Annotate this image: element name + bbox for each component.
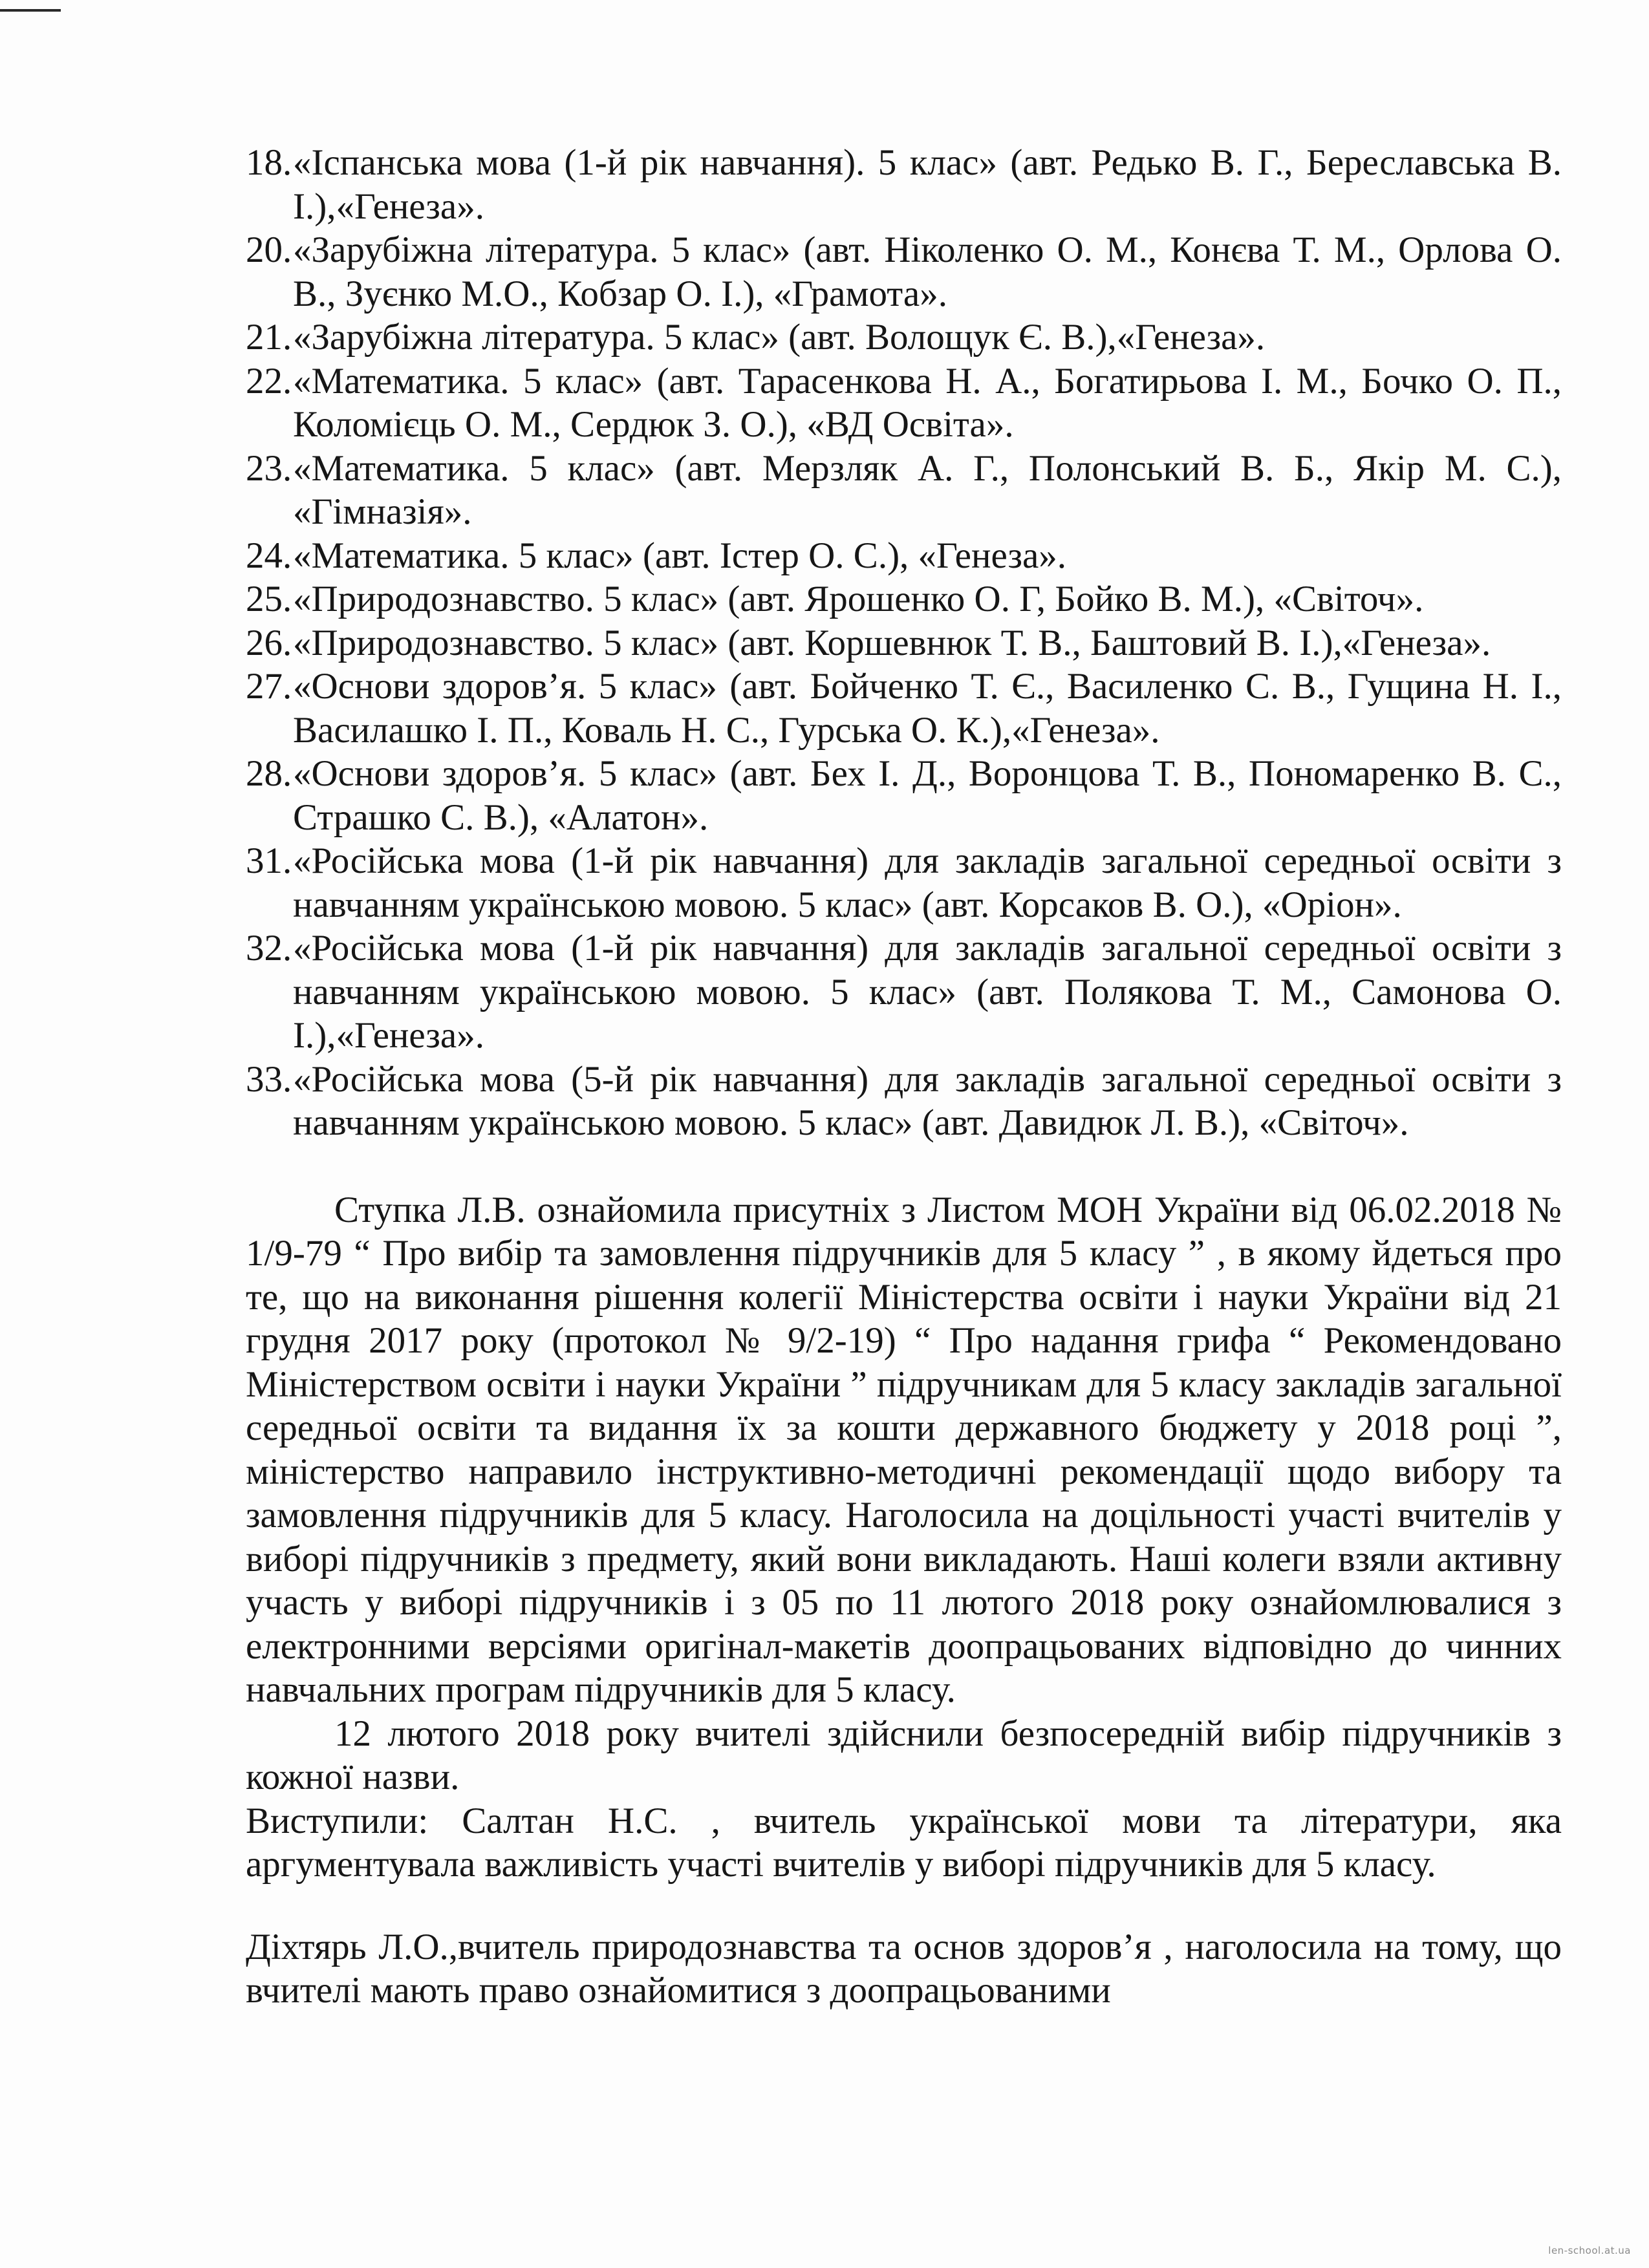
- list-item: [246, 447, 1562, 534]
- list-item: [246, 665, 1562, 752]
- paragraph-dikhtiar-speech: Діхтярь Л.О.,вчитель природознавства та основ здоров’я , наголосила на тому, що вчителі мають право ознайомитися з доопрацьованими: [246, 1926, 1562, 2011]
- list-item: [246, 577, 1562, 621]
- list-item: [246, 228, 1562, 316]
- list-item-number: 27.: [246, 666, 292, 707]
- document-body: [246, 141, 1562, 2013]
- list-item-text: «Російська мова (5-й рік навчання) для закладів загальної середньої освіти з навчанням українською мовою. 5 клас» (авт. Давидюк Л. В.), «Світоч».: [293, 1058, 1562, 1143]
- paragraph-stupka-report: Ступка Л.В. ознайомила присутніх з Листом МОН України від 06.02.2018 № 1/9-79 “ Про вибір та замовлення підручників для 5 класу ” , в якому йдеться про те, що на виконання рішення колегії Міністерства освіти і науки України від 21 грудня 2017 року (протокол № 9/2-19) “ Про надання грифа “ Рекомендовано Міністерством освіти і науки України ” підручникам для 5 класу закладів загальної середньої освіти та видання їх за кошти державного бюджету у 2018 році ”, міністерство направило інструктивно-методичні рекомендації щодо вибору та замовлення підручників для 5 класу. Наголосила на доцільності участі вчителів у виборі підручників з предмету, який вони викладають. Наші колеги взяли активну участь у виборі підручників і з 05 по 11 лютого 2018 року ознайомлювалися з електронними версіями оригінал-макетів доопрацьованих відповідно до чинних навчальних програм підручників для 5 класу.: [246, 1189, 1562, 1710]
- list-item-number: 24.: [246, 535, 292, 576]
- list-item-text: «Математика. 5 клас» (авт. Мерзляк А. Г., Полонський В. Б., Якір М. С.), «Гімназія».: [293, 447, 1562, 532]
- list-item: [246, 316, 1562, 359]
- list-item-number: 25.: [246, 579, 292, 619]
- list-item: [246, 621, 1562, 665]
- list-item-number: 22.: [246, 360, 292, 401]
- list-item: [246, 926, 1562, 1058]
- list-item-number: 20.: [246, 230, 292, 270]
- list-item-number: 28.: [246, 753, 292, 794]
- list-item-text: «Математика. 5 клас» (авт. Істер О. С.), «Генеза».: [293, 535, 1067, 576]
- textbook-list: [246, 141, 1562, 1145]
- list-item: [246, 359, 1562, 447]
- list-item: [246, 141, 1562, 228]
- list-item-text: «Природознавство. 5 клас» (авт. Коршевнюк Т. В., Баштовий В. І.),«Генеза».: [293, 622, 1491, 663]
- minutes-text: [246, 1188, 1562, 2013]
- list-item-text: «Основи здоров’я. 5 клас» (авт. Бех І. Д., Воронцова Т. В., Пономаренко В. С., Страшко С. В.), «Алатон».: [293, 753, 1562, 838]
- paragraph-selection-date: 12 лютого 2018 року вчителі здійснили безпосередній вибір підручників з кожної назви.: [246, 1713, 1562, 1797]
- list-item-number: 33.: [246, 1058, 292, 1100]
- list-item-text: «Російська мова (1-й рік навчання) для закладів загальної середньої освіти з навчанням українською мовою. 5 клас» (авт. Полякова Т. М., Самонова О. І.),«Генеза».: [293, 928, 1562, 1056]
- scan-corner-mark: [0, 9, 61, 12]
- list-item-text: «Математика. 5 клас» (авт. Тарасенкова Н. А., Богатирьова І. М., Бочко О. П., Коломієць О. М., Сердюк З. О.), «ВД Освіта».: [293, 360, 1562, 445]
- list-item-number: 26.: [246, 622, 292, 663]
- list-item-text: «Зарубіжна література. 5 клас» (авт. Волощук Є. В.),«Генеза».: [293, 317, 1266, 358]
- list-item-number: 32.: [246, 928, 292, 968]
- list-item-number: 21.: [246, 317, 292, 358]
- list-item-text: «Російська мова (1-й рік навчання) для закладів загальної середньої освіти з навчанням українською мовою. 5 клас» (авт. Корсаков В. О.), «Оріон».: [293, 840, 1562, 925]
- paragraph-saltan-speech: Виступили: Салтан Н.С. , вчитель української мови та літератури, яка аргументувала важливість участі вчителів у виборі підручників для 5 класу.: [246, 1800, 1562, 1885]
- list-item-text: «Природознавство. 5 клас» (авт. Ярошенко О. Г, Бойко В. М.), «Світоч».: [293, 579, 1424, 619]
- list-item: [246, 839, 1562, 926]
- list-item-number: 31.: [246, 840, 292, 881]
- list-item-text: «Зарубіжна література. 5 клас» (авт. Ніколенко О. М., Конєва Т. М., Орлова О. В., Зуєнко М.О., Кобзар О. І.), «Грамота».: [293, 230, 1562, 314]
- list-item: [246, 1058, 1562, 1145]
- list-item-number: 23.: [246, 447, 292, 489]
- list-item-text: «Іспанська мова (1-й рік навчання). 5 клас» (авт. Редько В. Г., Береславська В. І.),«Генеза».: [293, 142, 1562, 227]
- list-item-number: 18.: [246, 142, 292, 183]
- list-item: [246, 534, 1562, 578]
- site-watermark: len-school.at.ua: [1548, 2245, 1631, 2256]
- list-item: [246, 752, 1562, 839]
- list-item-text: «Основи здоров’я. 5 клас» (авт. Бойченко Т. Є., Василенко С. В., Гущина Н. І., Василашко І. П., Коваль Н. С., Гурська О. К.),«Генеза».: [293, 666, 1562, 751]
